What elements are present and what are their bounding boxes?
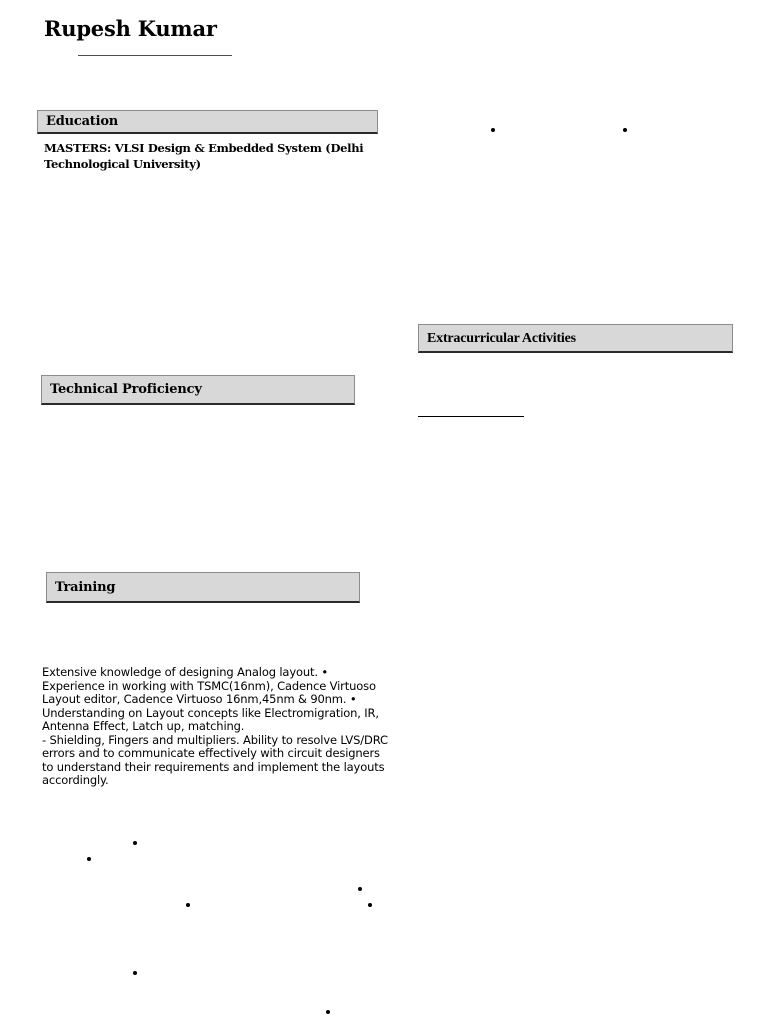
- bullet-dot-icon: [186, 903, 190, 907]
- bullet-dot-icon: [133, 971, 137, 975]
- bullet-dot-icon: [368, 903, 372, 907]
- bullet-dot-icon: [491, 128, 495, 132]
- summary-paragraph: Extensive knowledge of designing Analog layout. • Experience in working with TSMC(16nm), Cadence Virtuoso Layout editor, Cadence Virtuoso 16nm,45nm & 90nm. • Understanding on Layout concepts like Electromigration, IR, Antenna Effect, Latch up, matching.: [42, 665, 379, 733]
- section-header-technical-proficiency: Technical Proficiency: [41, 375, 355, 405]
- bullet-dot-icon: [358, 887, 362, 891]
- bullet-dot-icon: [326, 1010, 330, 1014]
- experience-summary: [42, 666, 392, 788]
- bullet-dot-icon: [623, 128, 627, 132]
- candidate-name: Rupesh Kumar: [44, 16, 217, 41]
- summary-paragraph: - Shielding, Fingers and multipliers. Ability to resolve LVS/DRC errors and to communicate effectively with circuit designers to understand their requirements and implement the layouts accordingly.: [42, 732, 388, 787]
- bullet-dot-icon: [87, 857, 91, 861]
- section-header-extracurricular: Extracurricular Activities: [418, 324, 733, 353]
- education-degree: MASTERS: VLSI Design & Embedded System (Delhi Technological University): [44, 141, 364, 171]
- extracurricular-link-underline[interactable]: [418, 416, 524, 417]
- section-header-education: Education: [37, 110, 378, 134]
- bullet-dot-icon: [133, 841, 137, 845]
- section-header-training: Training: [46, 572, 360, 603]
- email-link-underline[interactable]: [78, 55, 232, 56]
